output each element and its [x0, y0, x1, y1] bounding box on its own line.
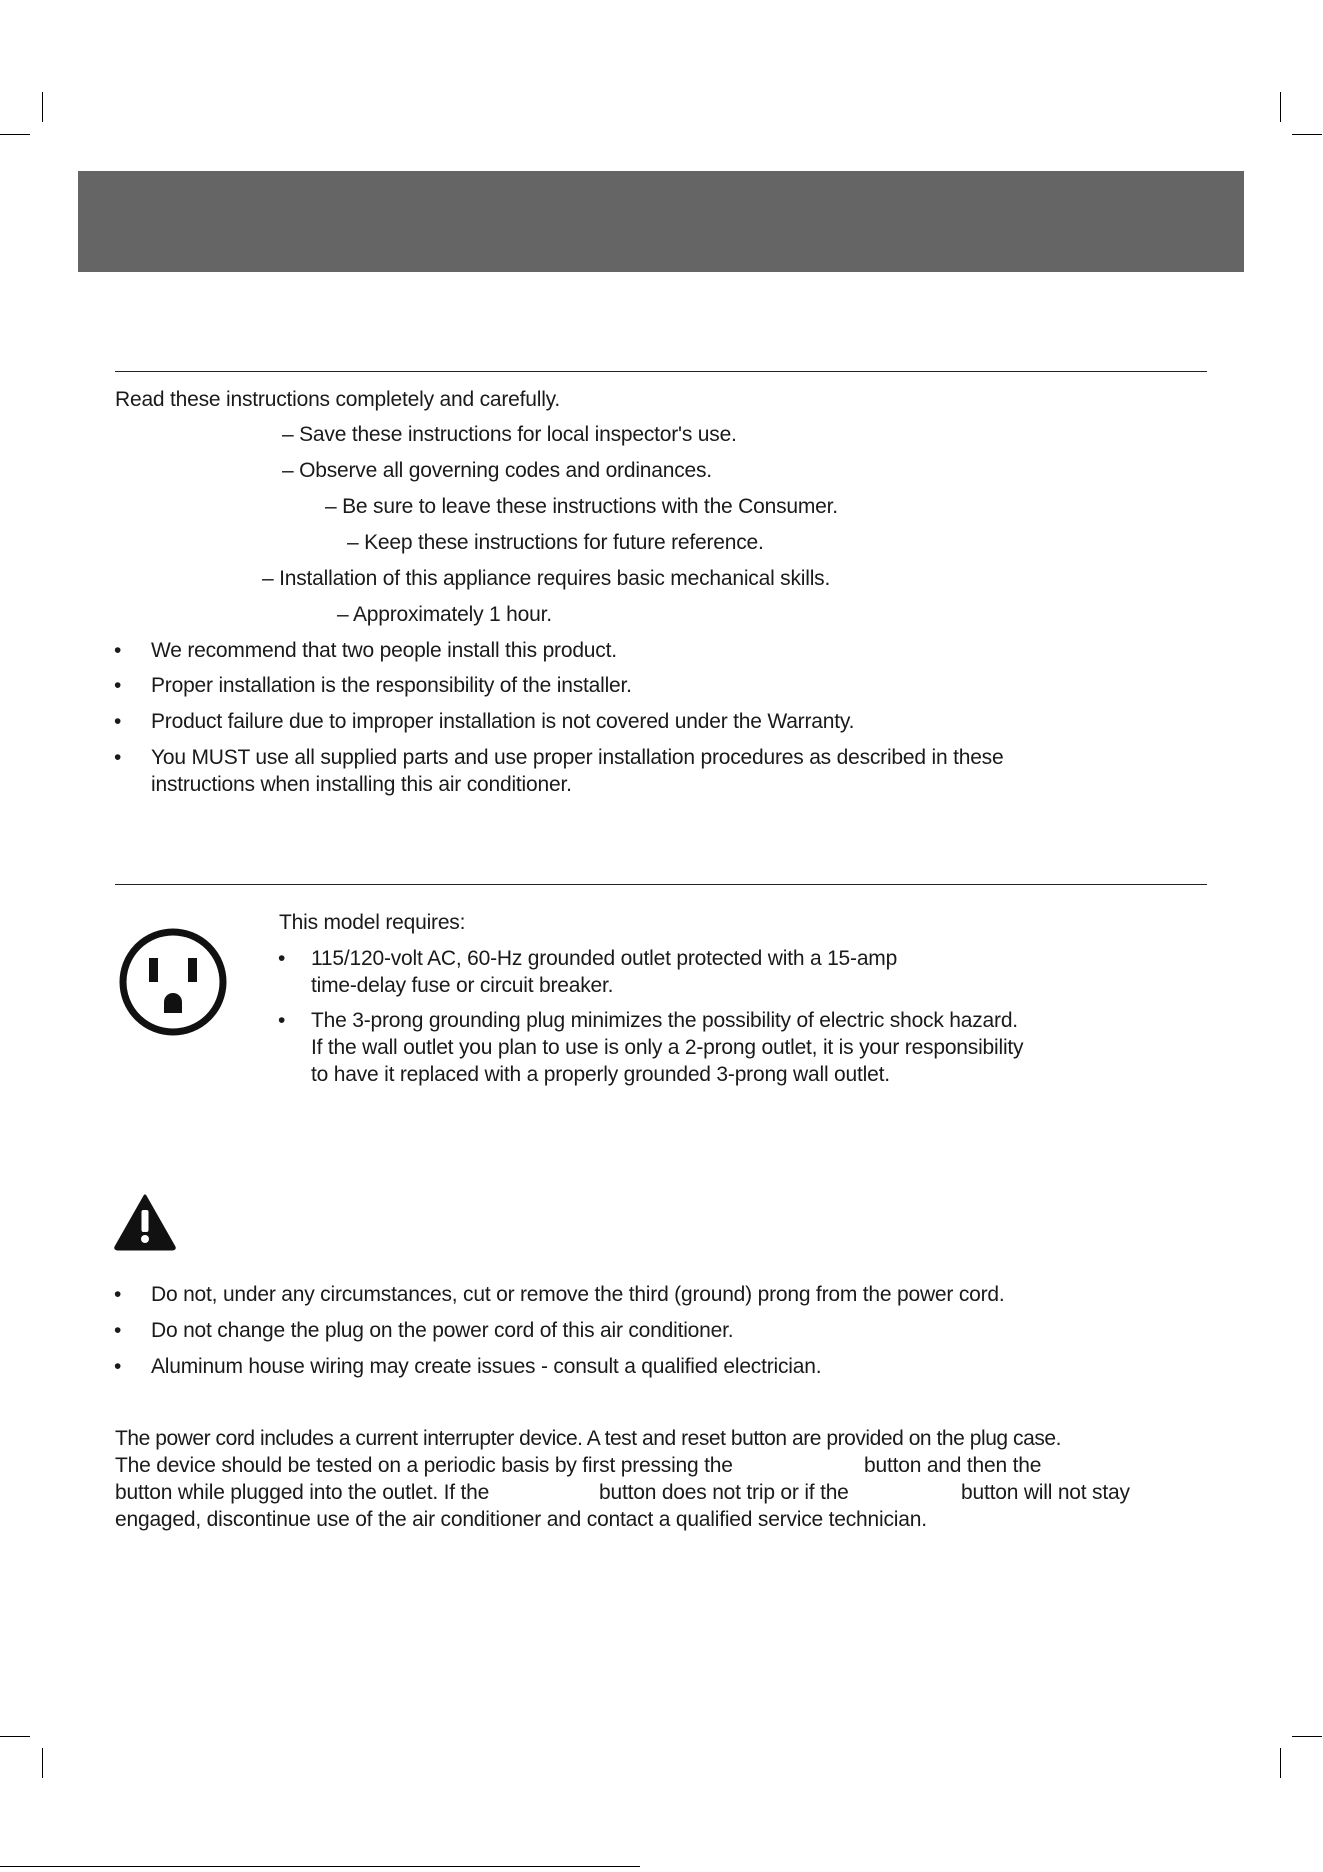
power-cord-text: button while plugged into the outlet. If the [115, 1481, 490, 1504]
install-note: – Be sure to leave these instructions with the Consumer. [325, 495, 838, 518]
electrical-bullet: The 3-prong grounding plug minimizes the possibility of electric shock hazard. [311, 1009, 1018, 1032]
bullet-dot: • [114, 746, 122, 769]
crop-mark [42, 1748, 43, 1778]
bullet-dot: • [114, 1355, 122, 1378]
crop-mark [1292, 1736, 1322, 1737]
bullet-dot: • [278, 1009, 286, 1032]
bullet-dot: • [114, 1283, 122, 1306]
section-rule [115, 884, 1207, 885]
bottom-edge-line [0, 1866, 640, 1867]
section-rule [115, 371, 1207, 372]
grounded-outlet-icon [119, 928, 227, 1036]
electrical-intro: This model requires: [279, 911, 466, 934]
power-cord-text: button will not stay [961, 1481, 1130, 1504]
install-intro: Read these instructions completely and carefully. [115, 388, 561, 411]
crop-mark [42, 92, 43, 122]
crop-mark [0, 1736, 30, 1737]
power-cord-text: button does not trip or if the [599, 1481, 849, 1504]
bullet-dot: • [114, 674, 122, 697]
install-note: – Observe all governing codes and ordinances. [282, 459, 712, 482]
power-cord-text: The power cord includes a current interrupter device. A test and reset button are provided on the plug case. [115, 1427, 1061, 1450]
power-cord-text: button and then the [864, 1454, 1042, 1477]
install-bullet: Product failure due to improper installation is not covered under the Warranty. [151, 710, 855, 733]
crop-mark [1280, 92, 1281, 122]
header-band [78, 171, 1244, 272]
install-note: – Installation of this appliance requires basic mechanical skills. [262, 567, 831, 590]
bullet-dot: • [114, 1319, 122, 1342]
install-bullet-continued: instructions when installing this air conditioner. [151, 773, 572, 796]
electrical-bullet-continued: to have it replaced with a properly grounded 3-prong wall outlet. [311, 1063, 890, 1086]
install-note: – Keep these instructions for future reference. [347, 531, 764, 554]
power-cord-text: The device should be tested on a periodic basis by first pressing the [115, 1454, 733, 1477]
crop-mark [1280, 1748, 1281, 1778]
electrical-bullet-continued: time-delay fuse or circuit breaker. [311, 974, 614, 997]
bullet-dot: • [278, 947, 286, 970]
install-note: – Approximately 1 hour. [337, 603, 552, 626]
bullet-dot: • [114, 639, 122, 662]
warning-item: Do not change the plug on the power cord of this air conditioner. [151, 1319, 734, 1342]
crop-mark [1292, 134, 1322, 135]
power-cord-text: engaged, discontinue use of the air conditioner and contact a qualified service technician. [115, 1508, 927, 1531]
install-bullet: Proper installation is the responsibility of the installer. [151, 674, 632, 697]
electrical-bullet-continued: If the wall outlet you plan to use is only a 2-prong outlet, it is your responsibility [311, 1036, 1024, 1059]
bullet-dot: • [114, 710, 122, 733]
install-bullet: We recommend that two people install this product. [151, 639, 617, 662]
install-note: – Save these instructions for local inspector's use. [282, 423, 737, 446]
crop-mark [0, 134, 30, 135]
install-bullet: You MUST use all supplied parts and use proper installation procedures as described in these [151, 746, 1004, 769]
warning-triangle-icon [113, 1193, 177, 1251]
warning-item: Aluminum house wiring may create issues - consult a qualified electrician. [151, 1355, 822, 1378]
warning-item: Do not, under any circumstances, cut or remove the third (ground) prong from the power cord. [151, 1283, 1005, 1306]
electrical-bullet: 115/120-volt AC, 60-Hz grounded outlet protected with a 15-amp [311, 947, 898, 970]
